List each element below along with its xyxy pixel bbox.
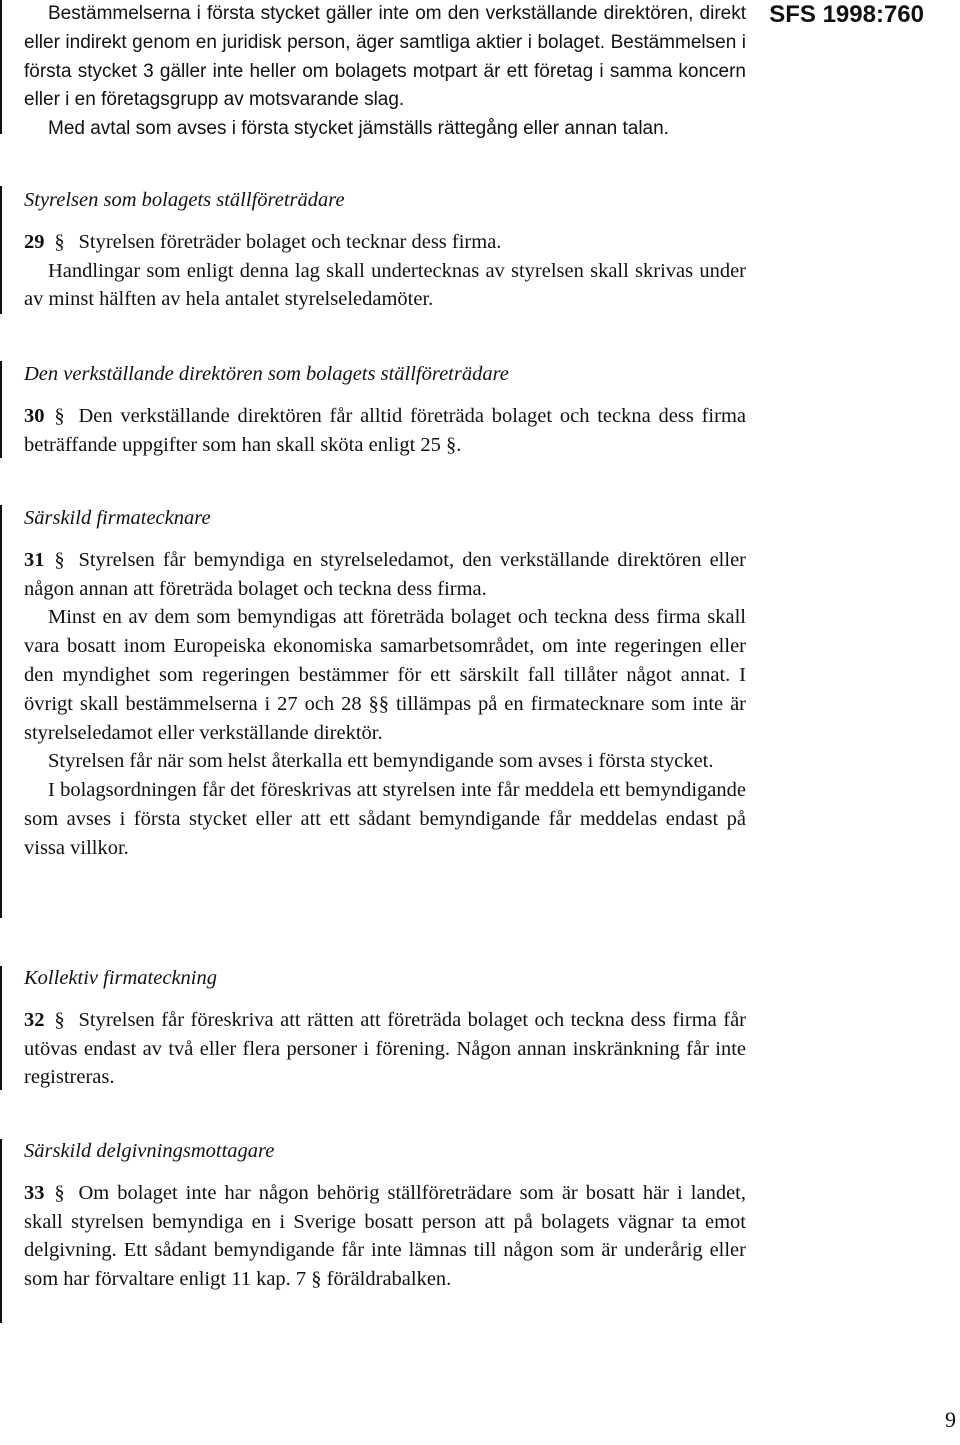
intro-paragraph-2: Med avtal som avses i första stycket jämställs rättegång eller annan talan.: [48, 118, 669, 140]
change-bar: [0, 186, 2, 314]
page-number: 9: [945, 1407, 956, 1433]
change-bar: [0, 966, 2, 1090]
sfs-number: SFS 1998:760: [769, 1, 924, 28]
section-paragraph: I bolagsordningen får det föreskrivas att styrelsen inte får meddela ett bemyndigande som avses i första stycket eller att ett sådant bemyndigande får meddelas endast på vissa villkor.: [24, 779, 746, 859]
section-number: 32: [24, 1008, 45, 1031]
section-paragraph: Minst en av dem som bemyndigas att företräda bolaget och teckna dess firma skall vara bosatt inom Europeiska ekonomiska samarbetsområdet, om inte regeringen eller den myndighet som regeringen bestämmer för ett särskilt fall tillåter något annat. I övrigt skall bestämmelserna i 27 och 28 §§ tillämpas på en firmatecknare som inte är styrelseledamot eller verkställande direktör.: [24, 606, 746, 744]
section-number: 31: [24, 548, 45, 571]
section-sign: §: [54, 404, 65, 427]
section-paragraph: Styrelsen får bemyndiga en styrelseledamot, den verkställande direktören eller någon annan att företräda bolaget och teckna dess firma.: [24, 548, 746, 600]
section-number: 33: [24, 1181, 45, 1204]
change-bar: [0, 505, 2, 918]
change-bar: [0, 361, 2, 458]
section-sign: §: [54, 1008, 65, 1031]
section-heading: Den verkställande direktören som bolagets ställföreträdare: [24, 363, 509, 385]
section-sign: §: [54, 230, 65, 253]
section-paragraph: Om bolaget inte har någon behörig ställföreträdare som är bosatt här i landet, skall styrelsen bemyndiga en i Sverige bosatt person att på bolagets vägnar ta emot delgivning. Ett sådant bemyndigande får inte lämnas till någon som är underårig eller som har förvaltare enligt 11 kap. 7 § föräldrabalken.: [24, 1181, 746, 1291]
section-32: [24, 964, 746, 1092]
section-29: [24, 186, 746, 314]
section-paragraph: Styrelsen företräder bolaget och tecknar dess firma.: [78, 230, 502, 253]
section-33: [24, 1137, 746, 1294]
section-sign: §: [54, 1181, 65, 1204]
section-sign: §: [54, 548, 65, 571]
section-heading: Styrelsen som bolagets ställföreträdare: [24, 189, 345, 211]
section-number: 30: [24, 404, 45, 427]
section-heading: Särskild delgivningsmottagare: [24, 1140, 275, 1162]
change-bar: [0, 0, 2, 134]
change-bar: [0, 1139, 2, 1323]
section-paragraph: Styrelsen får föreskriva att rätten att företräda bolaget och teckna dess firma får utövas endast av två eller flera personer i förening. Någon annan inskränkning får inte registreras.: [24, 1008, 746, 1089]
section-paragraph: Den verkställande direktören får alltid företräda bolaget och teckna dess firma beträffande uppgifter som han skall sköta enligt 25 §.: [24, 404, 746, 456]
section-31: [24, 504, 746, 863]
section-paragraph: Styrelsen får när som helst återkalla ett bemyndigande som avses i första stycket.: [48, 750, 714, 773]
intro-paragraph: Bestämmelserna i första stycket gäller inte om den verkställande direktören, direkt eller indirekt genom en juridisk person, äger samtliga aktier i bolaget. Bestämmelsen i första stycket 3 gäller inte heller om bolagets motpart är ett företag i samma koncern eller i en företagsgrupp av motsvarande slag.: [24, 3, 746, 111]
section-paragraph: Handlingar som enligt denna lag skall undertecknas av styrelsen skall skrivas under av minst hälften av hela antalet styrelseledamöter.: [24, 259, 746, 311]
section-number: 29: [24, 230, 45, 253]
section-heading: Kollektiv firmateckning: [24, 967, 217, 989]
section-30: [24, 360, 746, 459]
section-heading: Särskild firmatecknare: [24, 507, 211, 529]
